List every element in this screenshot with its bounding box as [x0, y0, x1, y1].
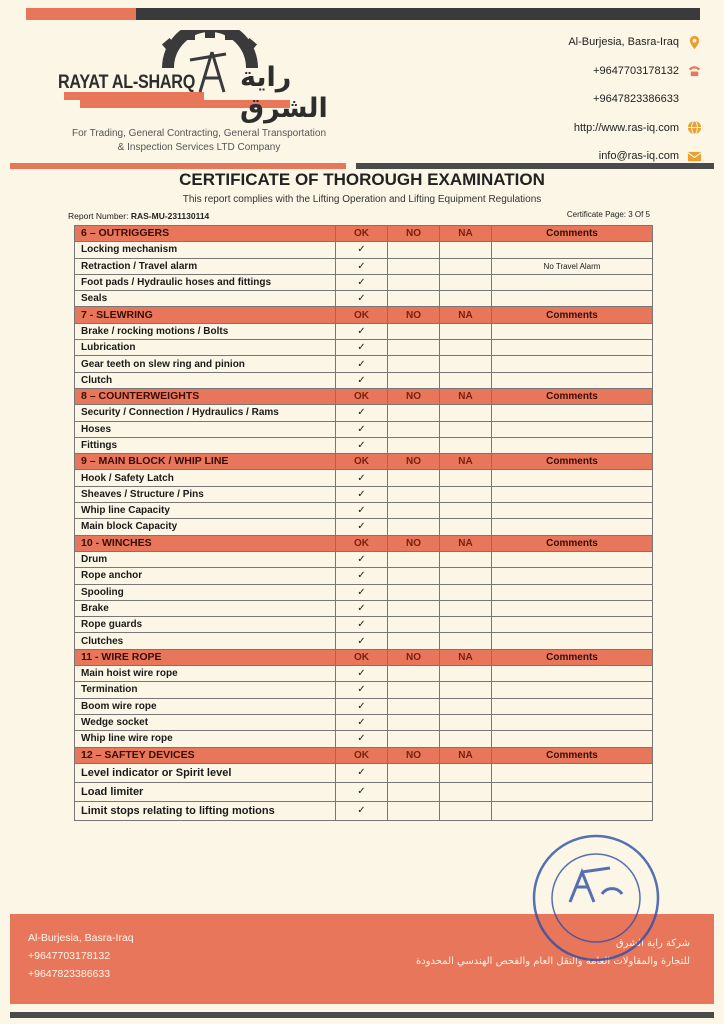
ok-check-mark: ✓: [336, 242, 388, 258]
na-cell: [440, 258, 492, 274]
section-title: 8 – COUNTERWEIGHTS: [75, 388, 336, 404]
no-cell: [388, 633, 440, 649]
column-no-header: NO: [388, 307, 440, 323]
comment-cell: [492, 421, 653, 437]
no-cell: [388, 782, 440, 801]
no-cell: [388, 405, 440, 421]
comment-cell: [492, 633, 653, 649]
bottom-bar: [10, 1012, 714, 1018]
ok-check-mark: ✓: [336, 801, 388, 820]
item-label: Fittings: [75, 437, 336, 453]
ok-check-mark: ✓: [336, 356, 388, 372]
no-cell: [388, 242, 440, 258]
report-number-value: RAS-MU-231130114: [130, 211, 210, 221]
no-cell: [388, 666, 440, 682]
report-number: [68, 211, 209, 221]
section-header-row: [75, 454, 653, 470]
na-cell: [440, 356, 492, 372]
item-label: Spooling: [75, 584, 336, 600]
section-header-row: [75, 747, 653, 763]
table-row: [75, 568, 653, 584]
na-cell: [440, 291, 492, 307]
na-cell: [440, 782, 492, 801]
table-row: [75, 731, 653, 747]
comment-cell: [492, 698, 653, 714]
column-no-header: NO: [388, 226, 440, 242]
column-na-header: NA: [440, 226, 492, 242]
column-ok-header: OK: [336, 226, 388, 242]
item-label: Main hoist wire rope: [75, 666, 336, 682]
no-cell: [388, 801, 440, 820]
item-label: Hoses: [75, 421, 336, 437]
no-cell: [388, 763, 440, 782]
na-cell: [440, 519, 492, 535]
section-title: 11 - WIRE ROPE: [75, 649, 336, 665]
no-cell: [388, 356, 440, 372]
address-text: Al-Burjesia, Basra-Iraq: [568, 36, 679, 49]
company-stamp: [530, 832, 662, 964]
na-cell: [440, 486, 492, 502]
ok-check-mark: ✓: [336, 274, 388, 290]
na-cell: [440, 372, 492, 388]
section-header-row: [75, 307, 653, 323]
column-na-header: NA: [440, 747, 492, 763]
ok-check-mark: ✓: [336, 372, 388, 388]
section-title: 12 – SAFTEY DEVICES: [75, 747, 336, 763]
item-label: Clutches: [75, 633, 336, 649]
table-row: [75, 666, 653, 682]
footer-address: Al-Burjesia, Basra-Iraq: [28, 932, 134, 944]
comment-cell: [492, 242, 653, 258]
ok-check-mark: ✓: [336, 405, 388, 421]
na-cell: [440, 600, 492, 616]
table-row: [75, 405, 653, 421]
item-label: Gear teeth on slew ring and pinion: [75, 356, 336, 372]
na-cell: [440, 274, 492, 290]
na-cell: [440, 568, 492, 584]
no-cell: [388, 323, 440, 339]
ok-check-mark: ✓: [336, 731, 388, 747]
table-row: [75, 323, 653, 339]
footer-contact: [28, 929, 134, 983]
comment-cell: [492, 470, 653, 486]
top-bar-accent: [26, 8, 136, 20]
footer-phone-2: +9647823386633: [28, 968, 111, 980]
item-label: Boom wire rope: [75, 698, 336, 714]
no-cell: [388, 503, 440, 519]
table-row: [75, 698, 653, 714]
column-comments-header: Comments: [492, 388, 653, 404]
ok-check-mark: ✓: [336, 486, 388, 502]
phone-icon: [687, 92, 702, 107]
na-cell: [440, 470, 492, 486]
footer-arabic-name: شركة راية الشرق: [615, 938, 690, 949]
comment-cell: [492, 763, 653, 782]
table-row: [75, 782, 653, 801]
no-cell: [388, 258, 440, 274]
comment-cell: [492, 323, 653, 339]
ok-check-mark: ✓: [336, 584, 388, 600]
comment-cell: [492, 714, 653, 730]
column-ok-header: OK: [336, 649, 388, 665]
ok-check-mark: ✓: [336, 258, 388, 274]
item-label: Seals: [75, 291, 336, 307]
item-label: Load limiter: [75, 782, 336, 801]
ok-check-mark: ✓: [336, 503, 388, 519]
na-cell: [440, 682, 492, 698]
footer-arabic-tagline: للتجارة والمقاولات العامة والنقل العام والفحص الهندسي المحدودة: [416, 956, 690, 967]
item-label: Locking mechanism: [75, 242, 336, 258]
page-subtitle: This report complies with the Lifting Operation and Lifting Equipment Regulations: [182, 194, 542, 205]
ok-check-mark: ✓: [336, 551, 388, 567]
item-label: Security / Connection / Hydraulics / Rams: [75, 405, 336, 421]
na-cell: [440, 698, 492, 714]
table-row: [75, 633, 653, 649]
column-comments-header: Comments: [492, 535, 653, 551]
na-cell: [440, 666, 492, 682]
table-row: [75, 356, 653, 372]
comment-cell: [492, 503, 653, 519]
section-title: 6 – OUTRIGGERS: [75, 226, 336, 242]
item-label: Retraction / Travel alarm: [75, 258, 336, 274]
ok-check-mark: ✓: [336, 682, 388, 698]
no-cell: [388, 600, 440, 616]
comment-cell: [492, 356, 653, 372]
column-comments-header: Comments: [492, 747, 653, 763]
column-ok-header: OK: [336, 535, 388, 551]
section-header-row: [75, 226, 653, 242]
item-label: Level indicator or Spirit level: [75, 763, 336, 782]
ok-check-mark: ✓: [336, 568, 388, 584]
table-row: [75, 600, 653, 616]
section-title: 9 – MAIN BLOCK / WHIP LINE: [75, 454, 336, 470]
comment-cell: [492, 340, 653, 356]
item-label: Clutch: [75, 372, 336, 388]
na-cell: [440, 731, 492, 747]
column-ok-header: OK: [336, 307, 388, 323]
ok-check-mark: ✓: [336, 600, 388, 616]
comment-cell: [492, 617, 653, 633]
comment-cell: [492, 584, 653, 600]
ok-check-mark: ✓: [336, 421, 388, 437]
column-no-header: NO: [388, 747, 440, 763]
section-header-row: [75, 535, 653, 551]
no-cell: [388, 340, 440, 356]
na-cell: [440, 421, 492, 437]
table-row: [75, 617, 653, 633]
comment-cell: [492, 600, 653, 616]
column-ok-header: OK: [336, 747, 388, 763]
table-row: [75, 763, 653, 782]
table-row: [75, 551, 653, 567]
na-cell: [440, 242, 492, 258]
item-label: Sheaves / Structure / Pins: [75, 486, 336, 502]
header-separator: [10, 163, 714, 169]
table-row: [75, 519, 653, 535]
page-title: CERTIFICATE OF THOROUGH EXAMINATION: [179, 170, 545, 189]
table-row: [75, 486, 653, 502]
ok-check-mark: ✓: [336, 714, 388, 730]
na-cell: [440, 714, 492, 730]
table-row: [75, 714, 653, 730]
ok-check-mark: ✓: [336, 666, 388, 682]
item-label: Rope anchor: [75, 568, 336, 584]
na-cell: [440, 323, 492, 339]
column-comments-header: Comments: [492, 454, 653, 470]
item-label: Brake: [75, 600, 336, 616]
table-row: [75, 584, 653, 600]
ok-check-mark: ✓: [336, 633, 388, 649]
certificate-page: Certificate Page: 3 Of 5: [566, 210, 650, 219]
company-tagline: [56, 127, 342, 155]
contact-website: [568, 114, 702, 143]
mail-icon: [687, 149, 702, 164]
table-row: [75, 437, 653, 453]
contact-phone-1: [568, 57, 702, 86]
na-cell: [440, 763, 492, 782]
column-no-header: NO: [388, 535, 440, 551]
no-cell: [388, 698, 440, 714]
item-label: Wedge socket: [75, 714, 336, 730]
column-comments-header: Comments: [492, 649, 653, 665]
tagline-line-1: For Trading, General Contracting, General Transportation: [71, 128, 327, 139]
ok-check-mark: ✓: [336, 437, 388, 453]
column-na-header: NA: [440, 388, 492, 404]
comment-cell: [492, 731, 653, 747]
item-label: Termination: [75, 682, 336, 698]
item-label: Hook / Safety Latch: [75, 470, 336, 486]
table-row: [75, 503, 653, 519]
table-row: [75, 274, 653, 290]
no-cell: [388, 519, 440, 535]
na-cell: [440, 617, 492, 633]
no-cell: [388, 421, 440, 437]
item-label: Lubrication: [75, 340, 336, 356]
comment-cell: [492, 551, 653, 567]
table-row: [75, 291, 653, 307]
item-label: Whip line Capacity: [75, 503, 336, 519]
na-cell: [440, 633, 492, 649]
contact-phone-2: [568, 85, 702, 114]
no-cell: [388, 731, 440, 747]
ok-check-mark: ✓: [336, 763, 388, 782]
ok-check-mark: ✓: [336, 323, 388, 339]
email-text: info@ras-iq.com: [598, 150, 679, 163]
ok-check-mark: ✓: [336, 340, 388, 356]
item-label: Limit stops relating to lifting motions: [75, 801, 336, 820]
comment-cell: [492, 801, 653, 820]
no-cell: [388, 470, 440, 486]
no-cell: [388, 486, 440, 502]
phone-icon: [687, 63, 702, 78]
no-cell: [388, 682, 440, 698]
website-text: http://www.ras-iq.com: [573, 121, 679, 134]
section-title: 7 - SLEWRING: [75, 307, 336, 323]
item-label: Brake / rocking motions / Bolts: [75, 323, 336, 339]
no-cell: [388, 584, 440, 600]
examination-table: [74, 225, 653, 821]
column-no-header: NO: [388, 454, 440, 470]
table-row: [75, 340, 653, 356]
no-cell: [388, 568, 440, 584]
ok-check-mark: ✓: [336, 470, 388, 486]
column-na-header: NA: [440, 454, 492, 470]
ok-check-mark: ✓: [336, 698, 388, 714]
comment-cell: [492, 437, 653, 453]
column-ok-header: OK: [336, 388, 388, 404]
table-row: [75, 372, 653, 388]
item-label: Foot pads / Hydraulic hoses and fittings: [75, 274, 336, 290]
column-ok-header: OK: [336, 454, 388, 470]
ok-check-mark: ✓: [336, 782, 388, 801]
phone-2-text: +9647823386633: [593, 93, 679, 106]
column-comments-header: Comments: [492, 226, 653, 242]
na-cell: [440, 801, 492, 820]
no-cell: [388, 437, 440, 453]
column-no-header: NO: [388, 649, 440, 665]
na-cell: [440, 437, 492, 453]
item-label: Main block Capacity: [75, 519, 336, 535]
location-icon: [687, 35, 702, 50]
no-cell: [388, 617, 440, 633]
comment-cell: [492, 405, 653, 421]
comment-cell: No Travel Alarm: [492, 258, 653, 274]
tagline-line-2: & Inspection Services LTD Company: [117, 142, 281, 153]
item-label: Whip line wire rope: [75, 731, 336, 747]
table-row: [75, 801, 653, 820]
ok-check-mark: ✓: [336, 519, 388, 535]
no-cell: [388, 291, 440, 307]
column-na-header: NA: [440, 649, 492, 665]
company-logo: [50, 30, 350, 130]
item-label: Drum: [75, 551, 336, 567]
comment-cell: [492, 372, 653, 388]
comment-cell: [492, 682, 653, 698]
top-bar: [26, 8, 700, 20]
comment-cell: [492, 274, 653, 290]
globe-icon: [687, 120, 702, 135]
section-title: 10 - WINCHES: [75, 535, 336, 551]
comment-cell: [492, 486, 653, 502]
no-cell: [388, 714, 440, 730]
comment-cell: [492, 782, 653, 801]
comment-cell: [492, 519, 653, 535]
comment-cell: [492, 291, 653, 307]
ok-check-mark: ✓: [336, 291, 388, 307]
no-cell: [388, 372, 440, 388]
footer-phone-1: +9647703178132: [28, 950, 111, 962]
table-row: [75, 421, 653, 437]
column-na-header: NA: [440, 535, 492, 551]
na-cell: [440, 340, 492, 356]
ok-check-mark: ✓: [336, 617, 388, 633]
table-row: [75, 470, 653, 486]
logo-latin-name: RAYAT AL-SHARQ: [58, 72, 196, 93]
table-row: [75, 242, 653, 258]
section-header-row: [75, 649, 653, 665]
na-cell: [440, 503, 492, 519]
no-cell: [388, 274, 440, 290]
comment-cell: [492, 568, 653, 584]
report-number-label: Report Number:: [68, 211, 129, 221]
table-row: [75, 682, 653, 698]
na-cell: [440, 405, 492, 421]
na-cell: [440, 584, 492, 600]
table-row: [75, 258, 653, 274]
na-cell: [440, 551, 492, 567]
contact-block: [568, 28, 702, 171]
column-na-header: NA: [440, 307, 492, 323]
logo-arabic-name: راية الشرق: [240, 62, 328, 124]
column-no-header: NO: [388, 388, 440, 404]
phone-1-text: +9647703178132: [593, 64, 679, 77]
contact-address: [568, 28, 702, 57]
column-comments-header: Comments: [492, 307, 653, 323]
item-label: Rope guards: [75, 617, 336, 633]
comment-cell: [492, 666, 653, 682]
section-header-row: [75, 388, 653, 404]
no-cell: [388, 551, 440, 567]
